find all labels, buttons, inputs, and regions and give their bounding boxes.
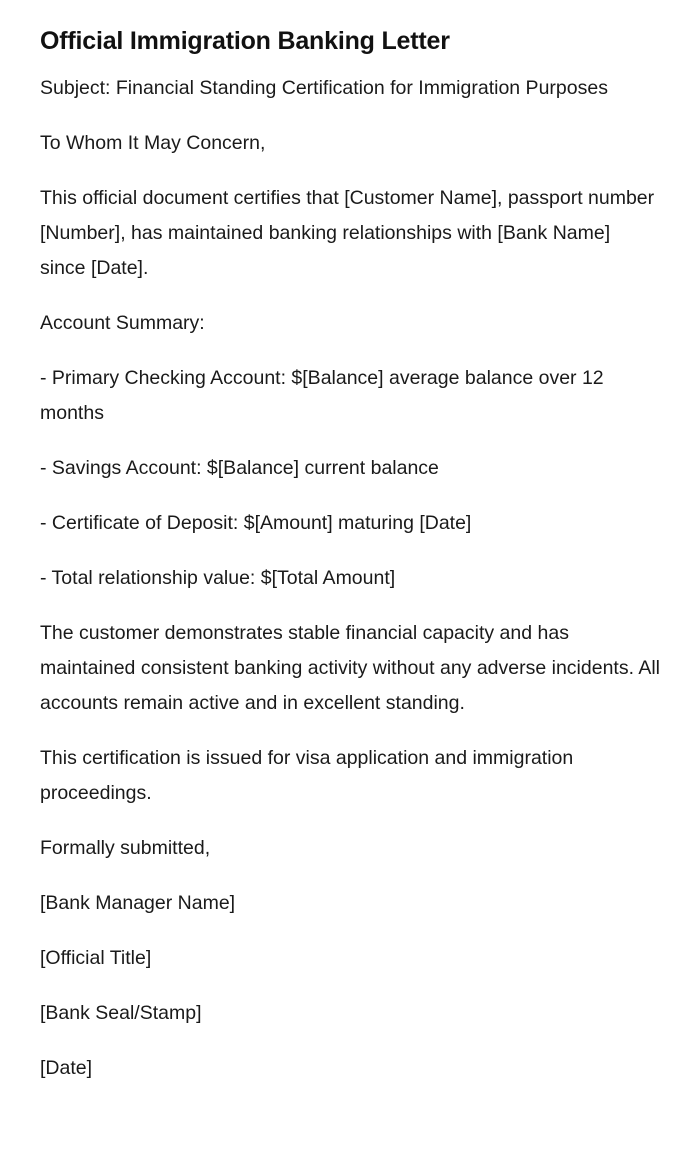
signature-bank-seal: [Bank Seal/Stamp] (40, 1002, 202, 1024)
closing-line: Formally submitted, (40, 837, 211, 859)
assessment-paragraph: The customer demonstrates stable financial capacity and has maintained consistent banking activity without any adverse incidents. All accounts remain active and in excellent standing. (40, 622, 661, 714)
salutation: To Whom It May Concern, (40, 132, 266, 154)
account-summary-heading: Account Summary: (40, 312, 205, 334)
summary-item-certificate-of-deposit: - Certificate of Deposit: $[Amount] maturing [Date] (40, 512, 472, 534)
signature-manager-name: [Bank Manager Name] (40, 892, 236, 914)
intro-paragraph: This official document certifies that [Customer Name], passport number [Number], has maintained banking relationships with [Bank Name] since [Date]. (40, 187, 655, 279)
signature-date: [Date] (40, 1057, 93, 1079)
summary-item-savings: - Savings Account: $[Balance] current balance (40, 457, 439, 479)
signature-official-title: [Official Title] (40, 947, 152, 969)
document-title: Official Immigration Banking Letter (40, 27, 450, 55)
summary-item-total-value: - Total relationship value: $[Total Amount] (40, 567, 396, 589)
subject-line: Subject: Financial Standing Certification for Immigration Purposes (40, 77, 608, 99)
purpose-paragraph: This certification is issued for visa application and immigration proceedings. (40, 747, 574, 804)
summary-item-checking: - Primary Checking Account: $[Balance] average balance over 12 months (40, 367, 604, 424)
